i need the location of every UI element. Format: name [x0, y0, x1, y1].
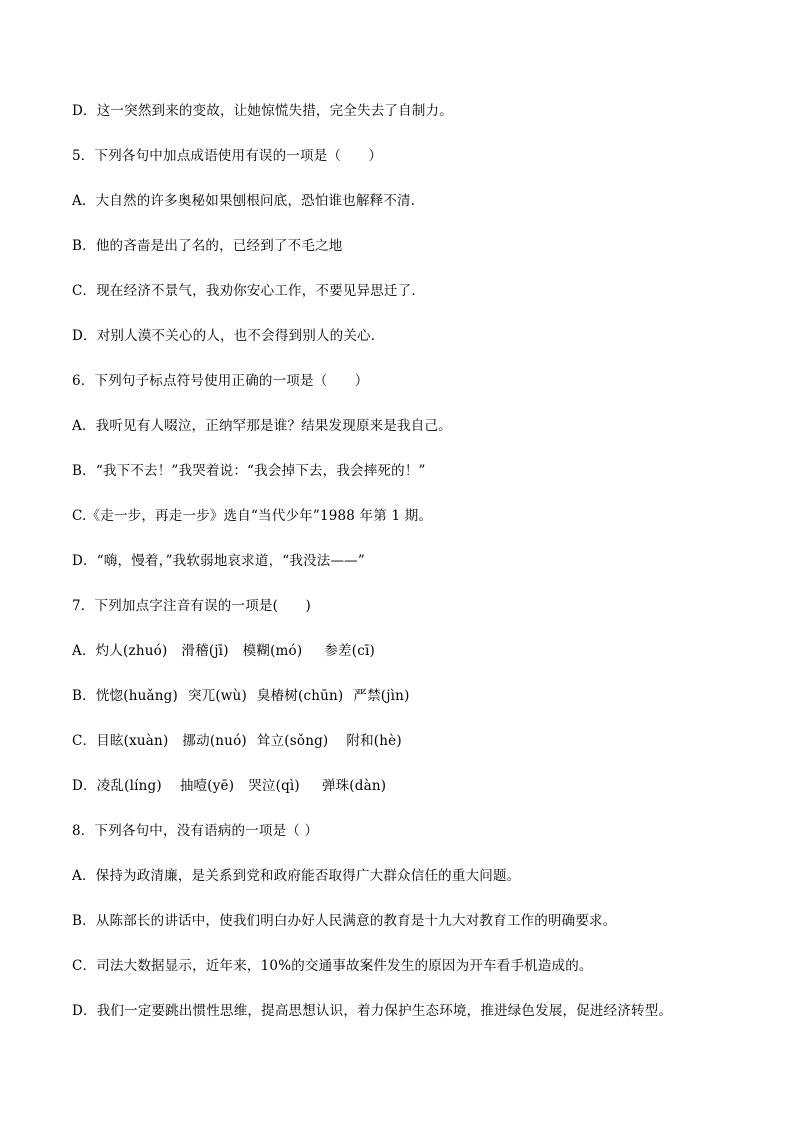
pinyin-item: 附和(hè)	[346, 733, 402, 749]
pinyin-item: 凌乱(líng)	[96, 778, 162, 794]
pinyin-item: 抽噎(yē)	[179, 778, 235, 794]
pinyin-item: 目眩(xuàn)	[96, 733, 169, 749]
q8-option-c: C．司法大数据显示，近年来，10%的交通事故案件发生的原因为开车看手机造成的。	[72, 958, 593, 974]
q7-option-d	[72, 777, 732, 795]
pinyin-item: 突兀(wù)	[187, 688, 247, 704]
pinyin-item: 严禁(jìn)	[353, 688, 410, 704]
pinyin-item: 模糊(mó)	[242, 643, 303, 659]
option-label: B．	[72, 688, 96, 704]
pinyin-item: 参差(cī)	[324, 643, 375, 659]
option-label: D．	[72, 778, 97, 794]
q5-option-a: A．大自然的许多奥秘如果刨根问底，恐怕谁也解释不清．	[72, 193, 425, 209]
pinyin-item: 耸立(sǒng)	[256, 733, 329, 749]
q6-option-c: C.《走一步，再走一步》选自“当代少年”1988 年第 1 期。	[72, 508, 433, 524]
q5-stem: 5．下列各句中加点成语使用有误的一项是（ ）	[72, 148, 383, 164]
q7-option-c	[72, 732, 732, 750]
pinyin-item: 恍惚(huǎng)	[95, 688, 178, 704]
pinyin-item: 灼人(zhuó)	[95, 643, 168, 659]
option-label: A．	[72, 643, 96, 659]
q6-stem: 6．下列句子标点符号使用正确的一项是（ ）	[72, 373, 369, 389]
q8-option-a: A．保持为政清廉，是关系到党和政府能否取得广大群众信任的重大问题。	[72, 868, 521, 884]
q8-option-d: D．我们一定要跳出惯性思维，提高思想认识，着力保护生态环境，推进绿色发展，促进经济转型。	[72, 1003, 673, 1019]
q6-option-a: A．我听见有人啜泣，正纳罕那是谁？结果发现原来是我自己。	[72, 418, 452, 434]
q6-option-b: B．“我下不去！”我哭着说：“我会掉下去，我会摔死的！”	[72, 463, 426, 479]
q5-option-d: D．对别人漠不关心的人，也不会得到别人的关心．	[72, 328, 385, 344]
q8-option-b: B．从陈部长的讲话中，使我们明白办好人民满意的教育是十九大对教育工作的明确要求。	[72, 913, 617, 929]
pinyin-item: 弹珠(dàn)	[321, 778, 387, 794]
pinyin-item: 挪动(nuó)	[182, 733, 247, 749]
pinyin-item: 臭椿树(chūn)	[256, 688, 344, 704]
q7-option-b	[72, 687, 732, 705]
q8-stem: 8．下列各句中，没有语病的一项是（ ）	[72, 823, 319, 839]
pinyin-item: 滑稽(jī)	[181, 643, 229, 659]
q4-option-d: D．这一突然到来的变故，让她惊慌失措，完全失去了自制力。	[72, 103, 453, 119]
option-label: C．	[72, 733, 97, 749]
q5-option-b: B．他的吝啬是出了名的，已经到了不毛之地	[72, 238, 343, 254]
pinyin-item: 哭泣(qì)	[248, 778, 300, 794]
q7-stem: 7．下列加点字注音有误的一项是( )	[72, 598, 311, 614]
q5-option-c: C．现在经济不景气，我劝你安心工作，不要见异思迁了．	[72, 283, 426, 299]
q7-option-a	[72, 642, 732, 660]
q6-option-d: D．“嗨，慢着，”我软弱地哀求道，“我没法——”	[72, 553, 365, 569]
